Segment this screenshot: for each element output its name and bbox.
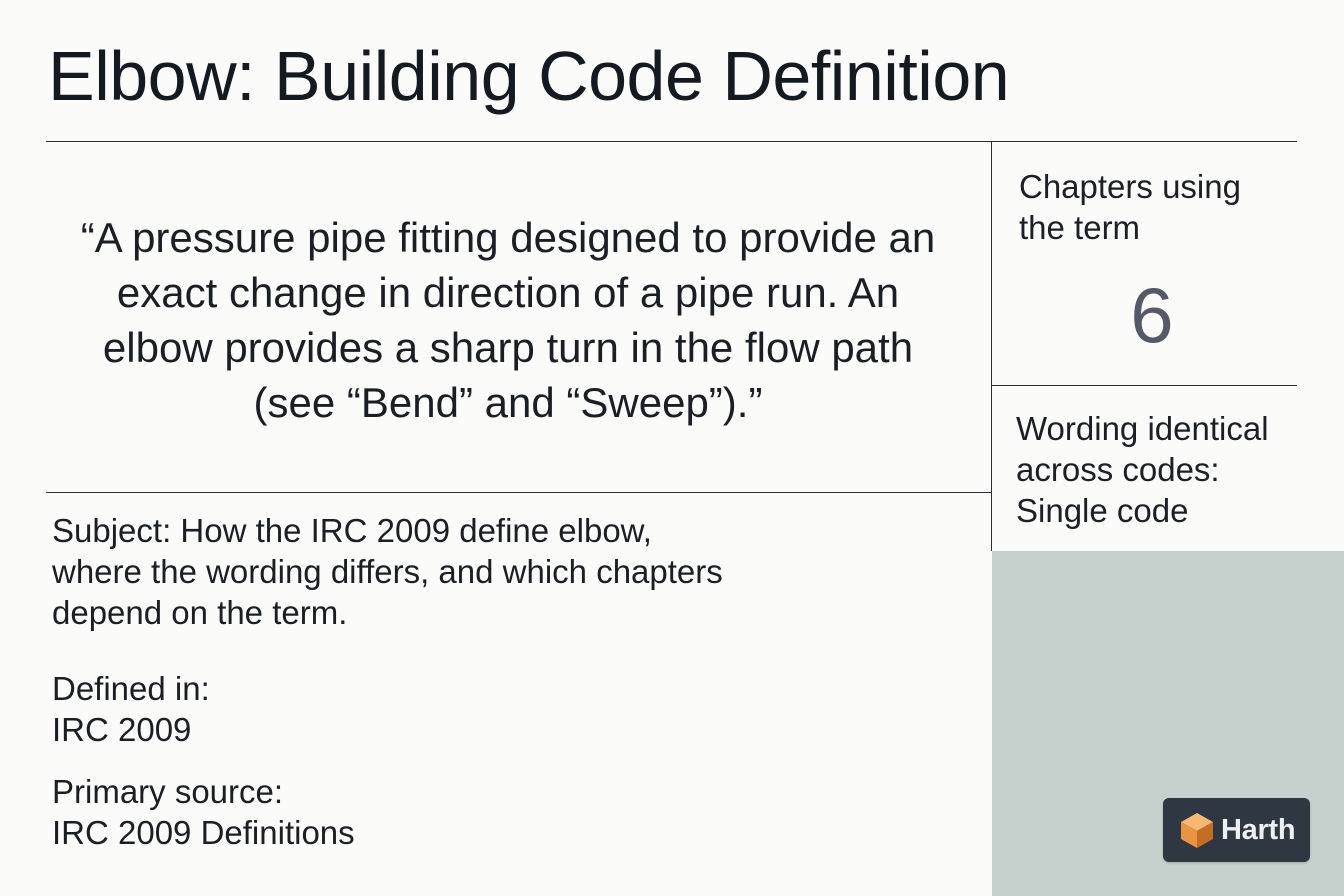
chapters-label: Chapters using the term bbox=[1019, 168, 1241, 246]
harth-logo bbox=[1163, 798, 1310, 862]
defined-in-label: Defined in: bbox=[52, 670, 210, 707]
quote-divider bbox=[46, 492, 992, 493]
logo-text: Harth bbox=[1221, 813, 1296, 846]
primary-source-value: IRC 2009 Definitions bbox=[52, 814, 355, 851]
sidebar-divider bbox=[991, 385, 1297, 386]
defined-in-value: IRC 2009 bbox=[52, 711, 192, 748]
column-divider bbox=[991, 141, 992, 551]
wording-label: Wording identical across codes: Single code bbox=[1016, 410, 1269, 529]
chapters-count: 6 bbox=[1130, 271, 1174, 359]
definition-quote: “A pressure pipe fitting designed to provide an exact change in direction of a pipe run. An elbow provides a sharp turn in the flow path (see “Bend” and “Sweep”).” bbox=[80, 214, 936, 426]
primary-source-label: Primary source: bbox=[52, 773, 284, 810]
page-title: Elbow: Building Code Definition bbox=[48, 37, 1010, 115]
subject-text: Subject: How the IRC 2009 define elbow, where the wording differs, and which chapters depend on the term. bbox=[52, 512, 723, 631]
cube-icon bbox=[1177, 810, 1217, 850]
title-divider bbox=[46, 141, 1297, 142]
